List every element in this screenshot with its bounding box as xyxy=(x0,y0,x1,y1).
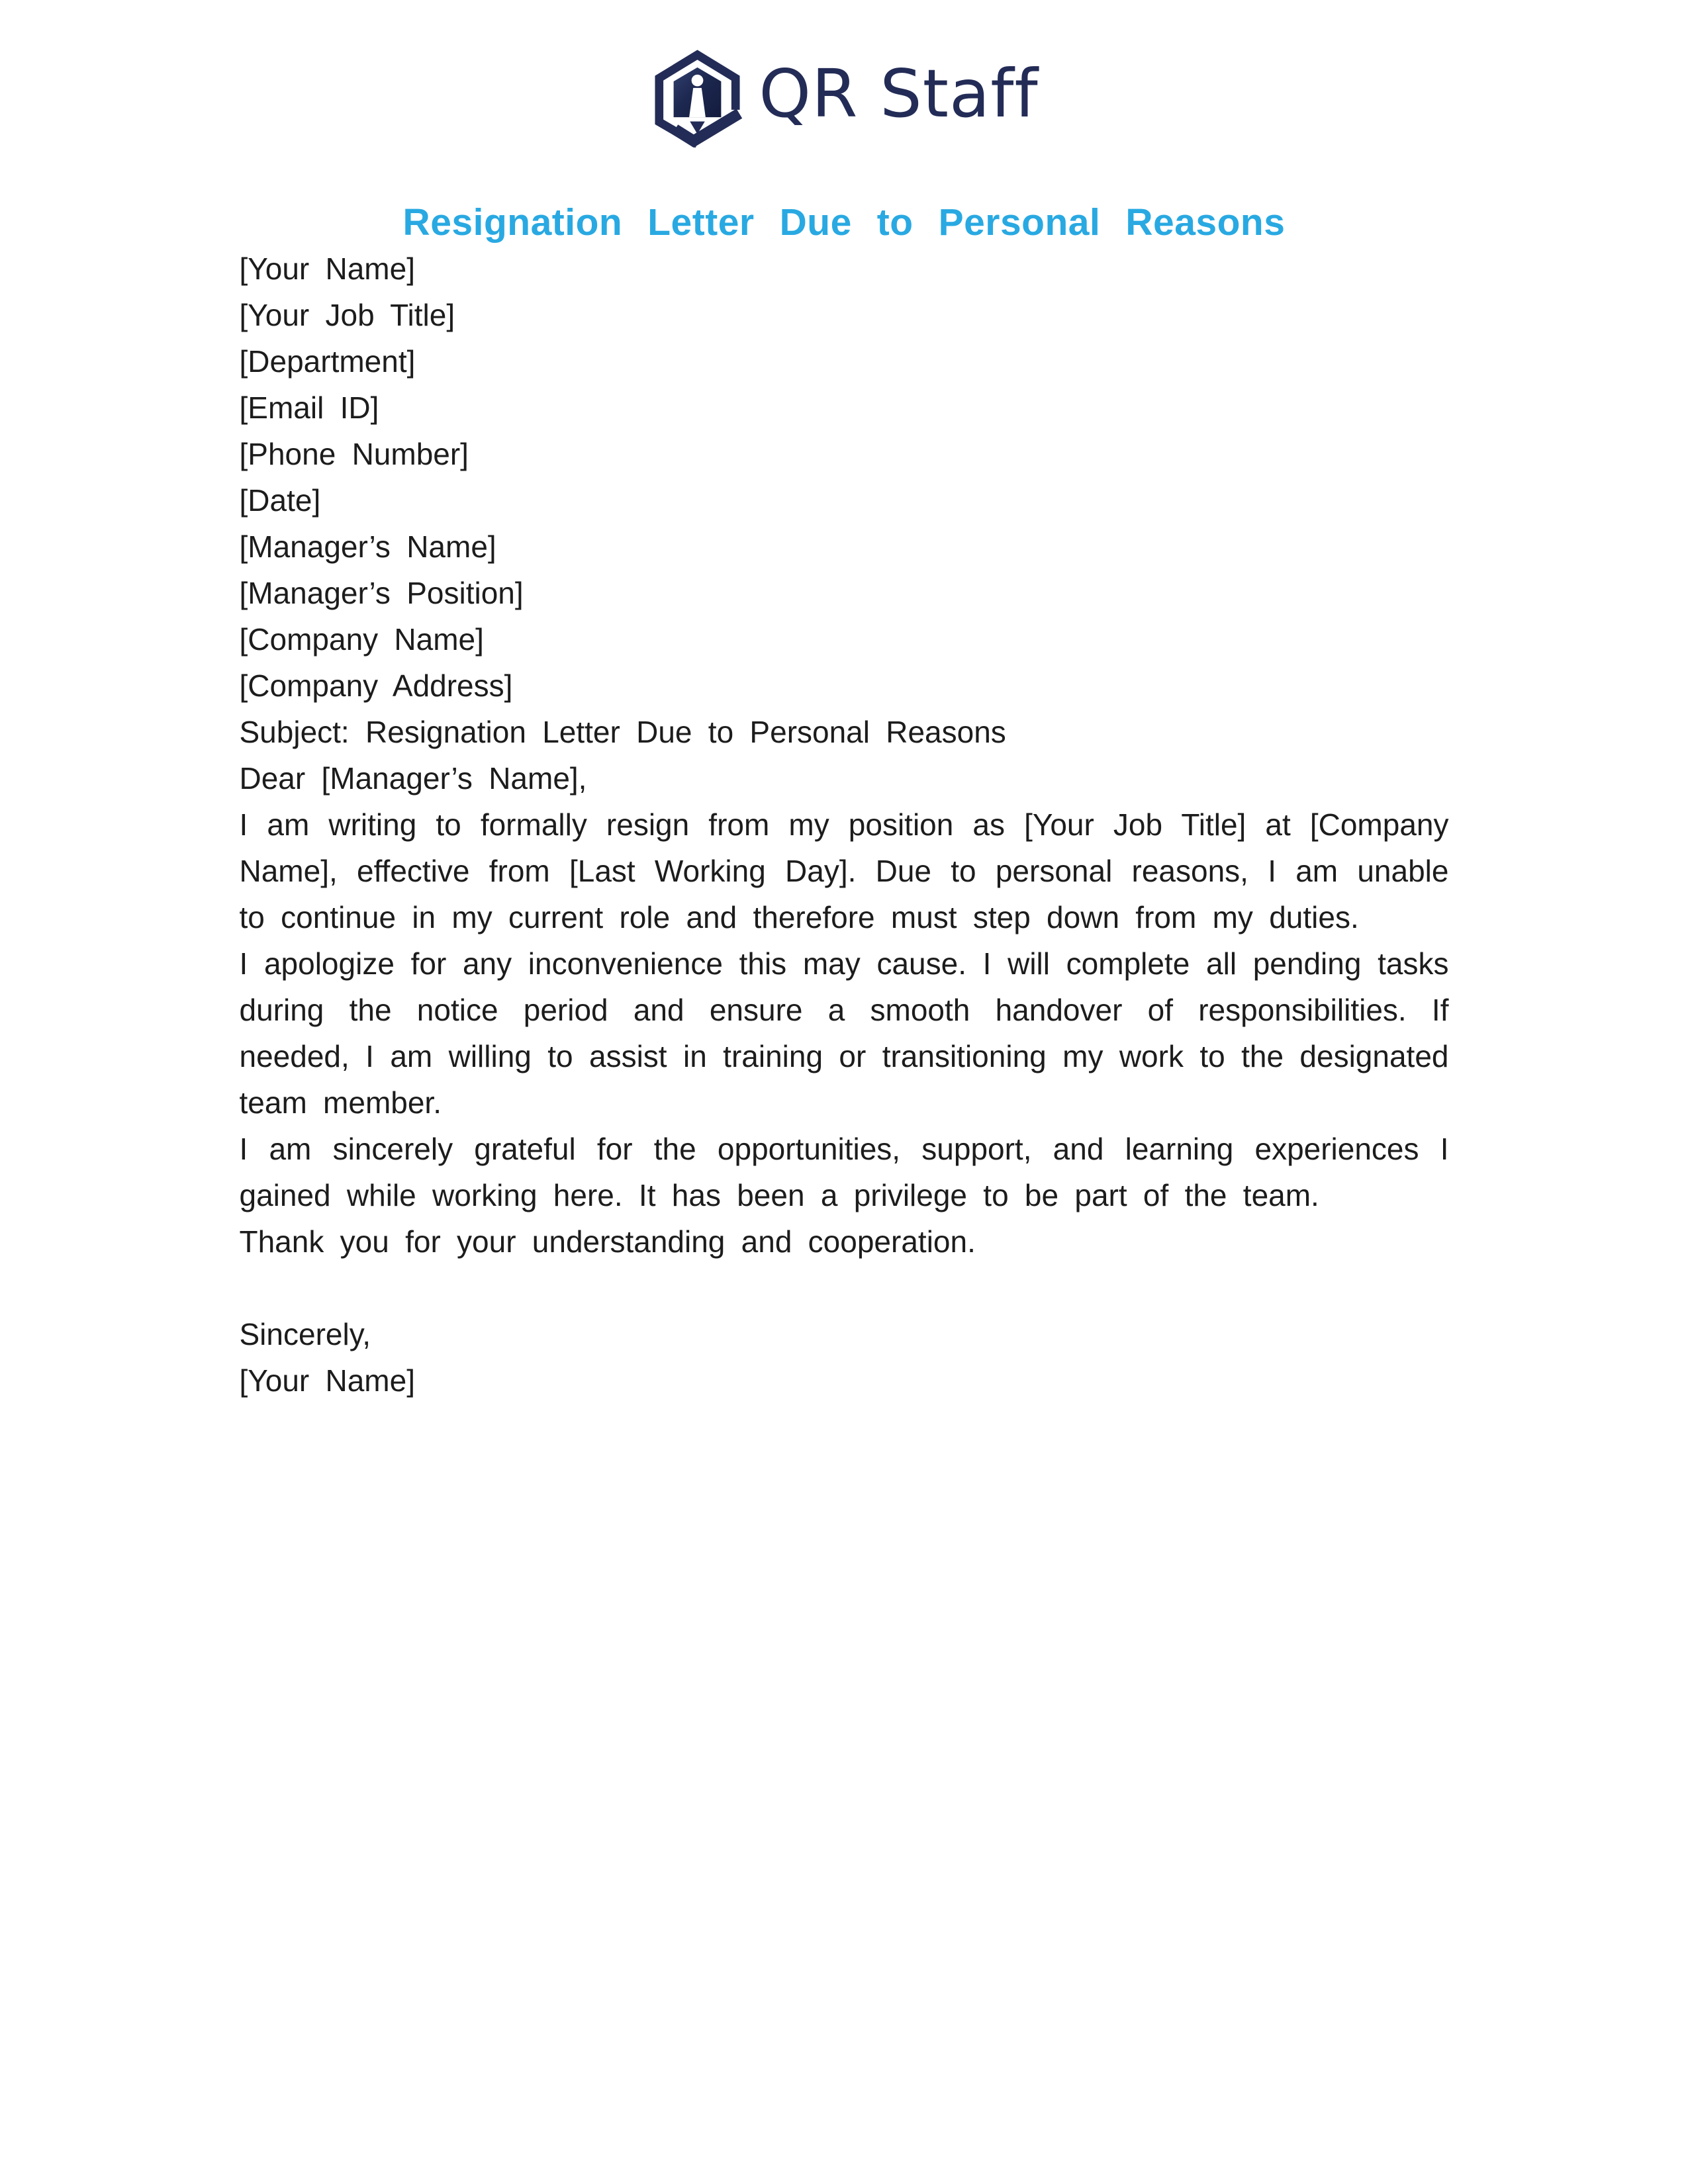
salutation: Dear [Manager’s Name], xyxy=(239,761,587,796)
sender-email: [Email ID] xyxy=(239,390,379,425)
qr-staff-hexagon-tie-icon xyxy=(649,48,745,149)
paragraph-apology-handover: I apologize for any inconvenience this may cause. I will complete all pending tasks during the notice period and ensure a smooth handover of responsibilities. If needed, I am willing to assist in training or transitioning my work to the designated team member. xyxy=(239,946,1449,1120)
signature-name: [Your Name] xyxy=(239,1363,415,1398)
sender-name: [Your Name] xyxy=(239,251,415,286)
paragraph-resignation: I am writing to formally resign from my position as [Your Job Title] at [Company Name], effective from [Last Working Day]. Due to personal reasons, I am unable to continue in my current role and therefore must step down from my duties. xyxy=(239,807,1449,934)
brand-name: QR Staff xyxy=(759,55,1039,132)
company-address: [Company Address] xyxy=(239,668,513,703)
manager-position: [Manager’s Position] xyxy=(239,576,524,610)
company-name: [Company Name] xyxy=(239,622,484,657)
sender-job-title: [Your Job Title] xyxy=(239,298,455,332)
sender-phone: [Phone Number] xyxy=(239,437,469,471)
thank-you-line: Thank you for your understanding and cooperation. xyxy=(239,1224,976,1259)
letter-body xyxy=(240,246,1449,1404)
sender-department: [Department] xyxy=(239,344,416,379)
brand-logo xyxy=(0,0,1688,149)
paragraph-gratitude: I am sincerely grateful for the opportunities, support, and learning experiences I gained while working here. It has been a privilege to be part of the team. xyxy=(239,1132,1449,1212)
sender-block xyxy=(240,246,1449,523)
manager-name: [Manager’s Name] xyxy=(239,529,496,564)
closing-block xyxy=(240,1311,1449,1404)
subject-line: Subject: Resignation Letter Due to Personal Reasons xyxy=(239,715,1006,749)
recipient-block xyxy=(240,523,1449,709)
signoff: Sincerely, xyxy=(239,1317,371,1351)
page-title: Resignation Letter Due to Personal Reasons xyxy=(402,201,1286,244)
letter-date: [Date] xyxy=(239,483,321,518)
